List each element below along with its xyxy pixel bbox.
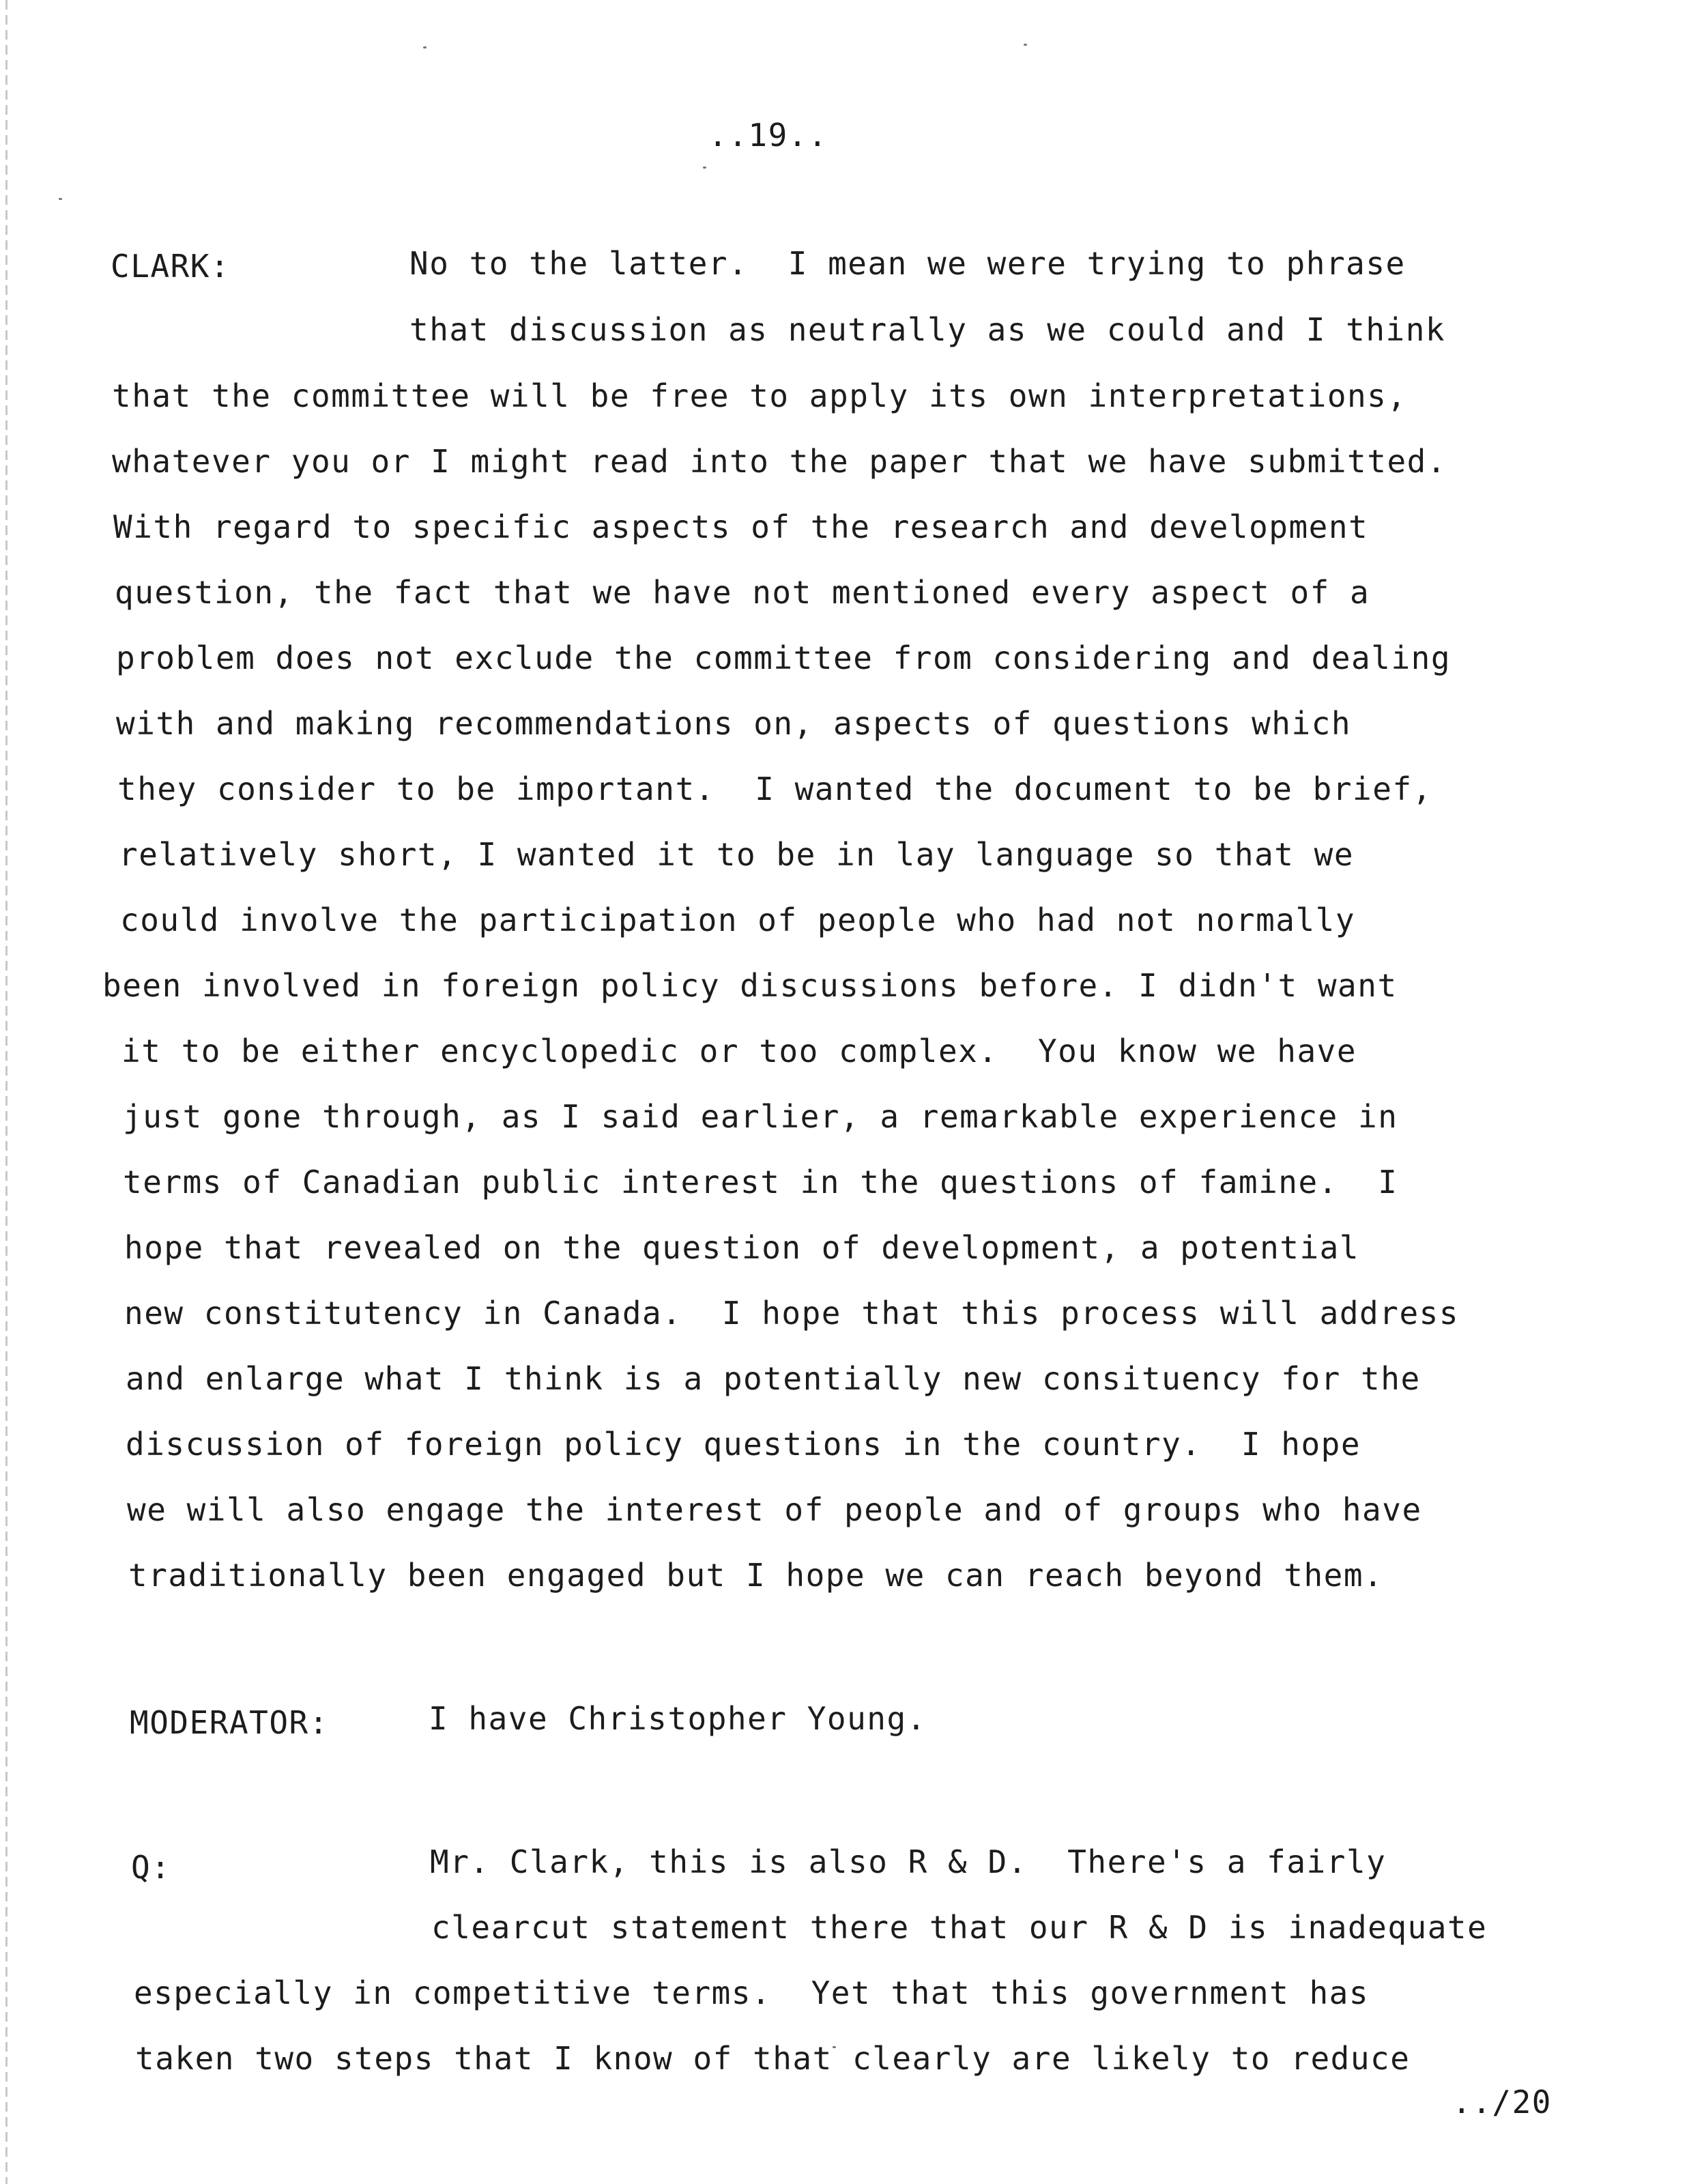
transcript-line: relatively short, I wanted it to be in lay language so that we [119,836,1355,873]
transcript-line: been involved in foreign policy discussions before. I didn't want [102,967,1398,1004]
transcript-line: especially in competitive terms. Yet that this government has [134,1974,1370,2011]
next-page-marker: ../20 [1452,2084,1552,2121]
transcript-line: question, the fact that we have not mentioned every aspect of a [115,574,1370,611]
transcript-line: that the committee will be free to apply its own interpretations, [112,377,1407,414]
scan-speck [1024,44,1027,46]
scan-speck [59,198,62,200]
scan-speck [703,167,706,169]
transcript-line: No to the latter. I mean we were trying to phrase [409,245,1406,282]
transcript-line: that discussion as neutrally as we could and I think [409,311,1446,348]
transcript-line: they consider to be important. I wanted the document to be brief, [117,771,1432,807]
transcript-line: we will also engage the interest of people and of groups who have [127,1491,1422,1528]
transcript-line: clearcut statement there that our R & D is inadequate [431,1909,1488,1946]
transcript-line: it to be either encyclopedic or too complex. You know we have [121,1033,1357,1069]
transcript-line: just gone through, as I said earlier, a remarkable experience in [123,1098,1398,1135]
transcript-line: whatever you or I might read into the paper that we have submitted. [112,443,1447,480]
transcript-line: and enlarge what I think is a potentially new consituency for the [126,1360,1421,1397]
transcript-line: new constitutency in Canada. I hope that this process will address [124,1295,1460,1332]
transcript-line: problem does not exclude the committee from considering and dealing [116,640,1452,676]
speaker-label: MODERATOR: [130,1704,329,1741]
speaker-label: CLARK: [111,248,231,285]
transcript-line: traditionally been engaged but I hope we can reach beyond them. [128,1557,1384,1594]
speaker-label: Q: [131,1849,171,1886]
transcript-line: Mr. Clark, this is also R & D. There's a fairly [430,1843,1387,1880]
transcript-line: with and making recommendations on, aspects of questions which [116,705,1352,742]
transcript-line: I have Christopher Young. [429,1700,927,1737]
page-number: ..19.. [708,117,828,154]
transcript-line: could involve the participation of people who had not normally [120,902,1356,938]
transcript-line: taken two steps that I know of that clearly are likely to reduce [135,2040,1411,2077]
scan-speck [423,46,427,48]
transcript-line: With regard to specific aspects of the research and development [113,508,1369,545]
transcript-line: terms of Canadian public interest in the questions of famine. I [123,1164,1398,1201]
transcript-line: discussion of foreign policy questions in the country. I hope [126,1426,1361,1463]
scan-edge [5,0,8,2184]
transcript-line: hope that revealed on the question of development, a potential [124,1229,1360,1266]
